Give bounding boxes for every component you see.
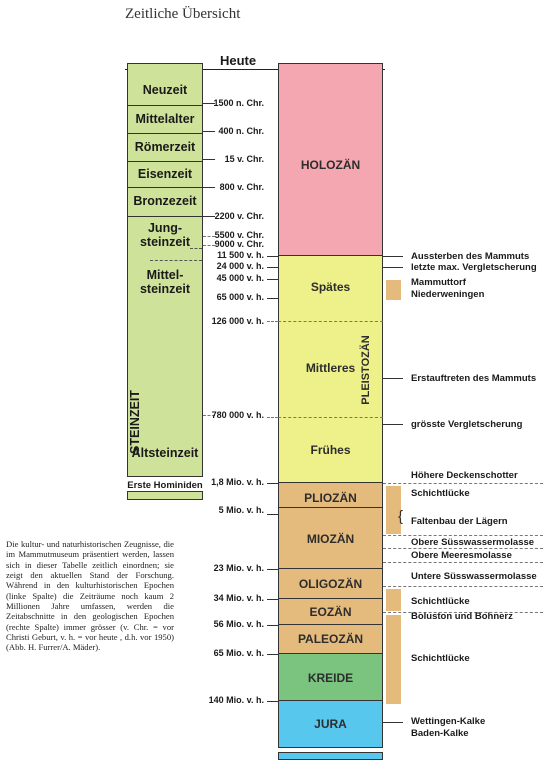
date-label: 140 Mio. v. h.: [208, 695, 264, 705]
event-note: grösste Vergletscherung: [411, 419, 523, 430]
date-label: 9000 v. Chr.: [214, 239, 264, 249]
label-spaetes: Spätes: [310, 280, 351, 294]
date-label: 45 000 v. h.: [216, 273, 264, 283]
boundary-mesolithic: [150, 260, 202, 261]
mammuttorf-bar: [386, 280, 401, 300]
label-jura: JURA: [314, 717, 347, 731]
event-note: Aussterben des Mammuts: [411, 251, 530, 262]
date-label: 34 Mio. v. h.: [213, 593, 264, 603]
label-pliozaen: PLIOZÄN: [304, 491, 357, 505]
event-note: letzte max. Vergletscherung: [411, 262, 537, 273]
date-label: 1500 n. Chr.: [213, 98, 264, 108]
label-fruehes: Frühes: [310, 443, 351, 457]
figure-caption: Die kultur- und naturhistorischen Zeugnisse, die im Mammutmuseum präsentiert werden, lassen sich in dieser Tabelle zeitlich einordnen; sie zeigt den aktuellen Stand der Forschung. Während in den kulturhistorischen Epochen (linke Spalte) die Zeiträume noch kaum 2 Millionen Jahre umfassen, werden die Zeitabschnitte in den geologischen Epochen (rechte Spalte) immer grösser (v. Chr. = vor Christi Geburt, v. h. = vor heute , d.h. vor 1950) (Abb. H. Furrer/A. Mäder).: [6, 539, 174, 653]
event-note: Schichtlücke: [411, 596, 470, 607]
date-label: 2200 v. Chr.: [214, 211, 264, 221]
hominiden-bar: [127, 491, 203, 500]
epoch-mittelalter: Mittelalter: [128, 106, 202, 134]
date-label: 800 v. Chr.: [219, 182, 264, 192]
date-label: 65 000 v. h.: [216, 292, 264, 302]
date-label: 56 Mio. v. h.: [213, 619, 264, 629]
event-note: Boluston und Bohnerz: [411, 611, 513, 622]
event-note: Untere Süsswassermolasse: [411, 571, 537, 582]
date-label: 24 000 v. h.: [216, 261, 264, 271]
erste-hominiden-label: Erste Hominiden: [127, 480, 203, 491]
event-note: Schichtlücke: [411, 488, 470, 499]
schichtluecke-bar: [386, 589, 401, 611]
date-label: 23 Mio. v. h.: [213, 563, 264, 573]
schichtluecke-bar: [386, 615, 401, 704]
epoch-neuzeit: Neuzeit: [128, 76, 202, 106]
event-note: Faltenbau der Lägern: [411, 516, 508, 527]
event-note: Obere Süsswassermolasse: [411, 537, 535, 548]
date-label: 400 n. Chr.: [218, 126, 264, 136]
label-miozaen: MIOZÄN: [306, 532, 355, 546]
event-note: Höhere Deckenschotter: [411, 470, 518, 481]
date-label: 1,8 Mio. v. h.: [211, 477, 264, 487]
label-eozaen: EOZÄN: [309, 605, 352, 619]
date-label: 780 000 v. h.: [211, 410, 264, 420]
event-note: Niederweningen: [411, 289, 485, 300]
epoch-bronzezeit: Bronzezeit: [128, 188, 202, 217]
event-note: Wettingen-Kalke: [411, 716, 486, 727]
pleistozaen-label: PLEISTOZÄN: [360, 335, 372, 405]
jura-continuation-bar: [278, 752, 383, 760]
page-title: Zeitliche Übersicht: [125, 6, 241, 22]
label-kreide: KREIDE: [307, 671, 354, 685]
date-label: 5 Mio. v. h.: [218, 505, 264, 515]
date-label: 15 v. Chr.: [224, 154, 264, 164]
geological-epochs-column: [278, 63, 383, 748]
steinzeit-label: STEINZEIT: [128, 390, 142, 454]
heute-label: Heute: [220, 53, 257, 68]
epoch-altsteinzeit: Altsteinzeit: [131, 446, 199, 460]
date-label: 126 000 v. h.: [211, 316, 264, 326]
event-note: Erstauftreten des Mammuts: [411, 373, 537, 384]
label-holozaen: HOLOZÄN: [300, 158, 361, 172]
epoch-eisenzeit: Eisenzeit: [128, 162, 202, 188]
label-oligozaen: OLIGOZÄN: [298, 577, 363, 591]
label-mittleres: Mittleres: [305, 361, 356, 375]
brace-icon: {: [398, 508, 404, 525]
boundary-neolithic: [190, 248, 202, 249]
epoch-mittelsteinzeit: Mittel- steinzeit: [139, 268, 190, 296]
event-note: Baden-Kalke: [411, 728, 469, 739]
event-note: Schichtlücke: [411, 653, 470, 664]
epoch-roemerzeit: Römerzeit: [128, 134, 202, 162]
cultural-epochs-column: [127, 63, 203, 477]
date-label: 65 Mio. v. h.: [213, 648, 264, 658]
date-label: 11 500 v. h.: [217, 250, 264, 260]
event-note: Mammuttorf: [411, 277, 466, 288]
label-paleozaen: PALEOZÄN: [297, 632, 364, 646]
event-note: Obere Meeresmolasse: [411, 550, 512, 561]
date-label: 5500 v. Chr.: [214, 230, 264, 240]
epoch-jungsteinzeit: Jung- steinzeit: [139, 221, 190, 249]
